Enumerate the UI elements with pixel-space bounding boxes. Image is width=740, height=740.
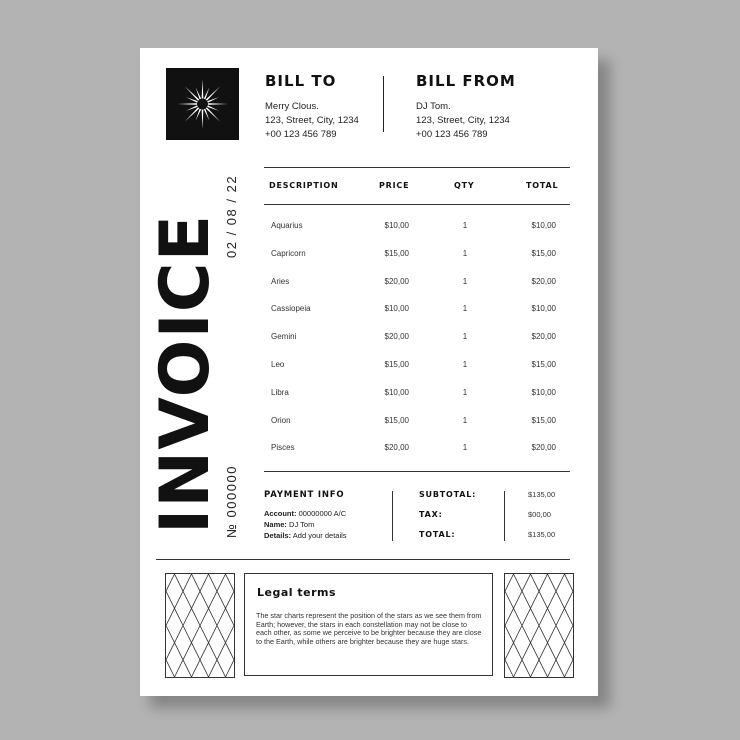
header-price: PRICE <box>379 181 410 190</box>
subtotal-value: $135,00 <box>528 490 556 499</box>
item-description: Aquarius <box>271 221 303 230</box>
item-qty: 1 <box>462 248 468 258</box>
item-description: Cassiopeia <box>271 304 311 314</box>
invoice-date: 02 / 08 / 22 <box>224 174 239 258</box>
bill-from-address: 123, Street, City, 1234 <box>416 115 510 126</box>
name-value: DJ Tom <box>289 520 315 529</box>
account-label: Account: <box>264 509 297 518</box>
invoice-title: INVOICE <box>146 213 225 534</box>
diamond-pattern-right <box>504 573 574 678</box>
item-description: Libra <box>271 387 289 397</box>
item-price: $15,00 <box>384 360 409 369</box>
item-price: $15,00 <box>384 248 409 258</box>
item-price: $20,00 <box>384 276 409 286</box>
item-description: Leo <box>271 360 285 369</box>
item-total: $10,00 <box>531 304 556 314</box>
item-price: $10,00 <box>384 304 409 314</box>
item-qty: 1 <box>462 221 468 230</box>
payment-details <box>264 530 347 541</box>
bill-from-name: DJ Tom. <box>416 101 451 112</box>
item-qty: 1 <box>462 415 468 425</box>
item-price: $20,00 <box>384 443 409 453</box>
table-top-rule <box>264 167 570 168</box>
item-price: $15,00 <box>384 415 409 425</box>
details-value: Add your details <box>292 531 347 540</box>
invoice-page <box>140 48 598 696</box>
bill-from-section <box>416 72 516 142</box>
payment-info <box>264 490 347 541</box>
table-header-rule <box>264 204 570 205</box>
table-row <box>264 360 570 388</box>
item-description: Capricorn <box>271 248 306 258</box>
table-row <box>264 332 570 360</box>
footer-rule <box>156 559 570 560</box>
legal-text: The star charts represent the position of the stars as we see them from Earth; however, the stars in each constellation may not be close to each other, as some we perceive to be brighter because they are close to the Earth, while others are brighter because they are huge stars. <box>256 611 482 646</box>
item-price: $20,00 <box>384 332 409 342</box>
item-total: $20,00 <box>531 332 556 342</box>
legal-terms-box <box>244 573 493 676</box>
item-total: $20,00 <box>531 276 556 286</box>
bill-to-address: 123, Street, City, 1234 <box>265 115 359 126</box>
item-qty: 1 <box>462 276 468 286</box>
item-description: Orion <box>271 415 291 425</box>
bill-to-section <box>265 72 359 142</box>
bill-to-heading: BILL TO <box>265 72 337 90</box>
table-row <box>264 304 570 332</box>
table-row <box>264 416 570 444</box>
summary-divider-left <box>392 491 393 541</box>
bill-to-phone: +00 123 456 789 <box>265 129 337 140</box>
table-row <box>264 388 570 416</box>
table-row <box>264 249 570 277</box>
item-qty: 1 <box>462 443 468 453</box>
item-description: Gemini <box>271 332 297 342</box>
total-label: TOTAL: <box>419 530 456 539</box>
table-row <box>264 221 570 249</box>
item-total: $20,00 <box>531 443 556 453</box>
legal-heading: Legal terms <box>257 586 337 599</box>
payment-heading: PAYMENT INFO <box>264 490 345 500</box>
bill-to-name: Merry Clous. <box>265 101 319 112</box>
payment-account <box>264 508 347 519</box>
header-description: DESCRIPTION <box>269 181 339 190</box>
item-total: $10,00 <box>531 221 556 230</box>
table-row <box>264 443 570 471</box>
item-qty: 1 <box>462 387 468 397</box>
header-total: TOTAL <box>526 181 559 190</box>
item-description: Aries <box>271 276 290 286</box>
table-row <box>264 277 570 305</box>
total-value: $135,00 <box>528 530 556 539</box>
table-bottom-rule <box>264 471 570 472</box>
bill-from-phone: +00 123 456 789 <box>416 129 488 140</box>
item-total: $15,00 <box>531 415 556 425</box>
payment-name <box>264 519 347 530</box>
item-total: $10,00 <box>531 387 556 397</box>
account-value: 00000000 A/C <box>298 509 347 518</box>
item-qty: 1 <box>462 360 468 369</box>
bill-from-heading: BILL FROM <box>416 72 516 90</box>
item-qty: 1 <box>462 304 468 314</box>
summary-divider-right <box>504 491 505 541</box>
starburst-icon <box>166 68 239 140</box>
details-label: Details: <box>264 531 292 540</box>
tax-value: $00,00 <box>528 510 551 519</box>
item-price: $10,00 <box>384 221 409 230</box>
item-total: $15,00 <box>531 360 556 369</box>
header-qty: QTY <box>454 181 475 190</box>
subtotal-label: SUBTOTAL: <box>419 490 477 499</box>
name-label: Name: <box>264 520 287 529</box>
item-total: $15,00 <box>531 248 556 258</box>
diamond-pattern-left <box>165 573 235 678</box>
bill-divider <box>383 76 384 132</box>
item-qty: 1 <box>462 332 468 342</box>
tax-label: TAX: <box>419 510 443 519</box>
invoice-number: № 000000 <box>224 465 239 538</box>
item-description: Pisces <box>271 443 295 453</box>
item-price: $10,00 <box>384 387 409 397</box>
